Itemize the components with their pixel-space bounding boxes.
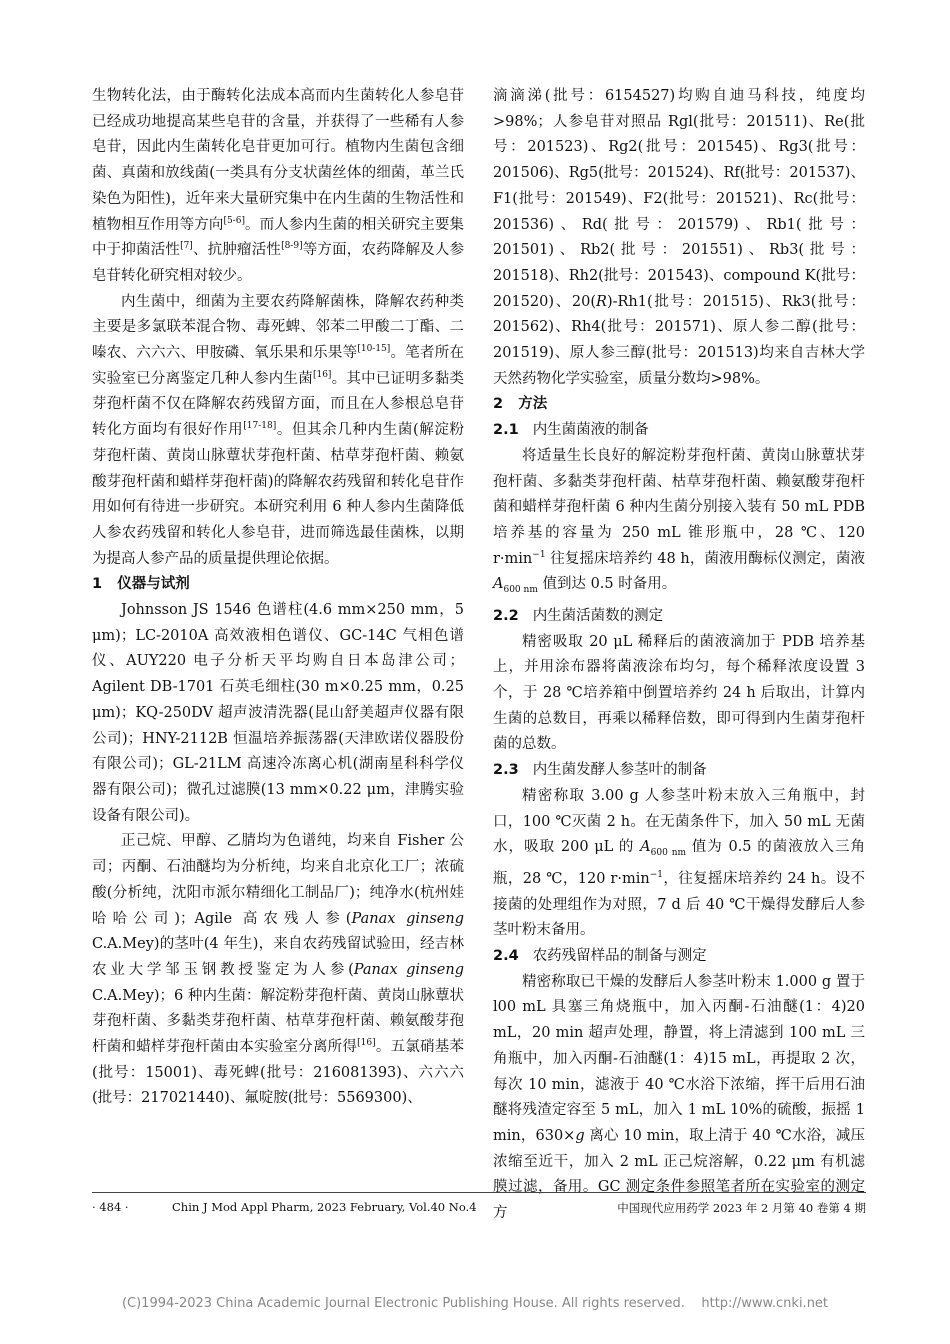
- citation: [8-9]: [281, 241, 303, 252]
- instruments-paragraph: Johnsson JS 1546 色谱柱(4.6 mm×250 mm，5 μm)；LC-2010A 高效液相色谱仪、GC-14C 气相色谱仪、AUY220 电子分析天平均购自日本岛津公司；Agilent DB-1701 石英毛细柱(30 m×0.25 mm，0.25 μm)；KQ-250DV 超声波清洗器(昆山舒美超声仪器有限公司)；HNY-2112B 恒温培养振荡器(天津欧诺仪器股份有限公司)；GL-21LM 高速冷冻离心机(湖南星科科学仪器有限公司)；微孔过滤膜(13 mm×0.22 μm，津腾实验设备有限公司)。: [92, 602, 464, 824]
- citation: [5-6]: [223, 215, 245, 226]
- section-heading-2: 2 方法: [493, 396, 548, 413]
- subsection-2-1-text: 将适量生长良好的解淀粉芽孢杆菌、黄岗山脉蕈状芽孢杆菌、多黏类芽孢杆菌、枯草芽孢杆菌、赖氨酸芽孢杆菌和蜡样芽孢杆菌 6 种内生菌分别接入装有 50 mL PDB 培养基的容量为 250 mL 锥形瓶中，28 ℃、120 $r\cdot\min^{-1}$ 往复摇床培养约 48 h，菌液用酶标仪测定，菌液 $A_{600 nm}$ 值到达 0.5 时备用。: [493, 447, 865, 596]
- journal-citation-cn: 中国现代应用药学 2023 年 2 月第 40 卷第 4 期: [617, 1201, 866, 1215]
- citation: [16]: [312, 369, 332, 380]
- citation: [7]: [180, 241, 193, 252]
- copyright-notice: (C)1994-2023 China Academic Journal Electronic Publishing House. All rights reserved. http://www.cnki.net: [121, 1296, 829, 1311]
- subsection-heading-2-2: 2.2 内生菌活菌数的测定: [493, 607, 664, 624]
- journal-citation-en: Chin J Mod Appl Pharm, 2023 February, Vol.40 No.4: [172, 1200, 477, 1214]
- reagents-paragraph-cont: 滴滴涕(批号：6154527)均购自迪马科技，纯度均>98%；人参皂苷对照品 Rgl(批号：201511)、Re(批号：201523)、Rg2(批号：201545)、Rg3(批号：201506)、Rg5(批号：201524)、Rf(批号：201537)、F1(批号：201549)、F2(批号：201521)、Rc(批号：201536)、Rd(批号：201579)、Rb1(批号：201501)、Rb2(批号：201551)、Rb3(批号：201518)、Rh2(批号：201543)、compound K(批号：201520)、20(R)-Rh1(批号：201515)、Rk3(批号：201562)、Rh4(批号：201571)、原人参二醇(批号：201519)、原人参三醇(批号：201513)均来自吉林大学天然药物化学实验室，质量分数均>98%。: [493, 88, 865, 387]
- right-column: [493, 84, 865, 1227]
- subsection-2-3-text: 精密称取 3.00 g 人参茎叶粉末放入三角瓶中，封口，100 ℃灭菌 2 h。在无菌条件下，加入 50 mL 无菌水，吸取 200 μL 的 $A_{600 nm}$ 值为 0.5 的菌液放入三角瓶，28 ℃，120 $r\cdot\min^{-1}$，往复摇床培养约 24 h。设不接菌的处理组作为对照，7 d 后 40 ℃干燥得发酵后人参茎叶粉末备用。: [493, 787, 865, 939]
- subsection-heading-2-4: 2.4 农药残留样品的制备与测定: [493, 947, 707, 964]
- citation: [16]: [357, 1038, 376, 1049]
- page-footer: [92, 1192, 866, 1215]
- subsection-2-2-text: 精密吸取 20 μL 稀释后的菌液滴加于 PDB 培养基上，并用涂布器将菌液涂布均匀，每个稀释浓度设置 3 个，于 28 ℃培养箱中倒置培养约 24 h 后取出，计算内生菌的总数目，再乘以稀释倍数，即可得到内生菌芽孢杆菌的总数。: [493, 633, 865, 753]
- subsection-2-4-text: 精密称取已干燥的发酵后人参茎叶粉末 1.000 g 置于 l00 mL 具塞三角烧瓶中，加入丙酮-石油醚(1：4)20 mL，20 min 超声处理，静置，将上清滤到 100 mL 三角瓶中，加入丙酮-石油醚(1：4)15 mL，再提取 2 次，每次 10 min，滤液于 40 ℃水浴下浓缩，挥干后用石油醚将残渣定容至 5 mL，加入 1 mL 10%的硫酸，振摇 1 min，630×g 离心 10 min，取上清于 40 ℃水浴，减压浓缩至近干，加入 2 mL 正己烷溶解，0.22 μm 有机滤膜过滤，备用。GC 测定条件参照笔者所在实验室的测定方: [493, 973, 865, 1222]
- subsection-heading-2-3: 2.3 内生菌发酵人参茎叶的制备: [493, 762, 707, 779]
- citation: [17-18]: [243, 421, 277, 432]
- subsection-heading-2-1: 2.1 内生菌菌液的制备: [493, 422, 649, 439]
- intro-paragraph-1: 生物转化法，由于酶转化法成本高而内生菌转化人参皂苷已经成功地提高某些皂苷的含量，并获得了一些稀有人参皂苷，因此内生菌转化皂苷更加可行。植物内生菌包含细菌、真菌和放线菌(一类具有分支状菌丝体的细菌，革兰氏染色为阳性)，近年来大量研究集中在内生菌的生物活性和植物相互作用等方向[5-6]。而人参内生菌的相关研究主要集中于抑菌活性[7]、抗肿瘤活性[8-9]等方面，农药降解及人参皂苷转化研究相对较少。: [92, 88, 465, 284]
- reagents-paragraph: 正己烷、甲醇、乙腈均为色谱纯，均来自 Fisher 公司；丙酮、石油醚均为分析纯，均来自北京化工厂；浓硫酸(分析纯，沈阳市派尔精细化工制品厂)；纯净水(杭州娃哈哈公司)；Agile 高农残人参(Panax ginseng C.A.Mey)的茎叶(4 年生)，来自农药残留试验田，经吉林农业大学邹玉钢教授鉴定为人参(Panax ginseng C.A.Mey)；6 种内生菌：解淀粉芽孢杆菌、黄岗山脉蕈状芽孢杆菌、多黏类芽孢杆菌、枯草芽孢杆菌、赖氨酸芽孢杆菌和蜡样芽孢杆菌由本实验室分离所得[16]。五氯硝基苯(批号：15001)、毒死蜱(批号：216081393)、六六六(批号：217021440)、氟啶胺(批号：5569300)、: [92, 833, 465, 1107]
- section-heading-1: 1 仪器与试剂: [92, 576, 190, 593]
- page-number: · 484 ·: [92, 1200, 129, 1214]
- citation: [10-15]: [357, 344, 391, 355]
- intro-paragraph-2: 内生菌中，细菌为主要农药降解菌株，降解农药种类主要是多氯联苯混合物、毒死蜱、邻苯二甲酸二丁酯、二嗪农、六六六、甲胺磷、氧乐果和乐果等[10-15]。笔者所在实验室已分离鉴定几种人参内生菌[16]。其中已证明多黏类芽孢杆菌不仅在降解农药残留方面，而且在人参根总皂苷转化方面均有很好作用[17-18]。但其余几种内生菌(解淀粉芽孢杆菌、黄岗山脉蕈状芽孢杆菌、枯草芽孢杆菌、赖氨酸芽孢杆菌和蜡样芽孢杆菌)的降解农药残留和转化皂苷作用如何有待进一步研究。本研究利用 6 种人参内生菌降低人参农药残留和转化人参皂苷，进而筛选最佳菌株，以期为提高人参产品的质量提供理论依据。: [92, 293, 465, 567]
- left-column: [92, 84, 464, 1112]
